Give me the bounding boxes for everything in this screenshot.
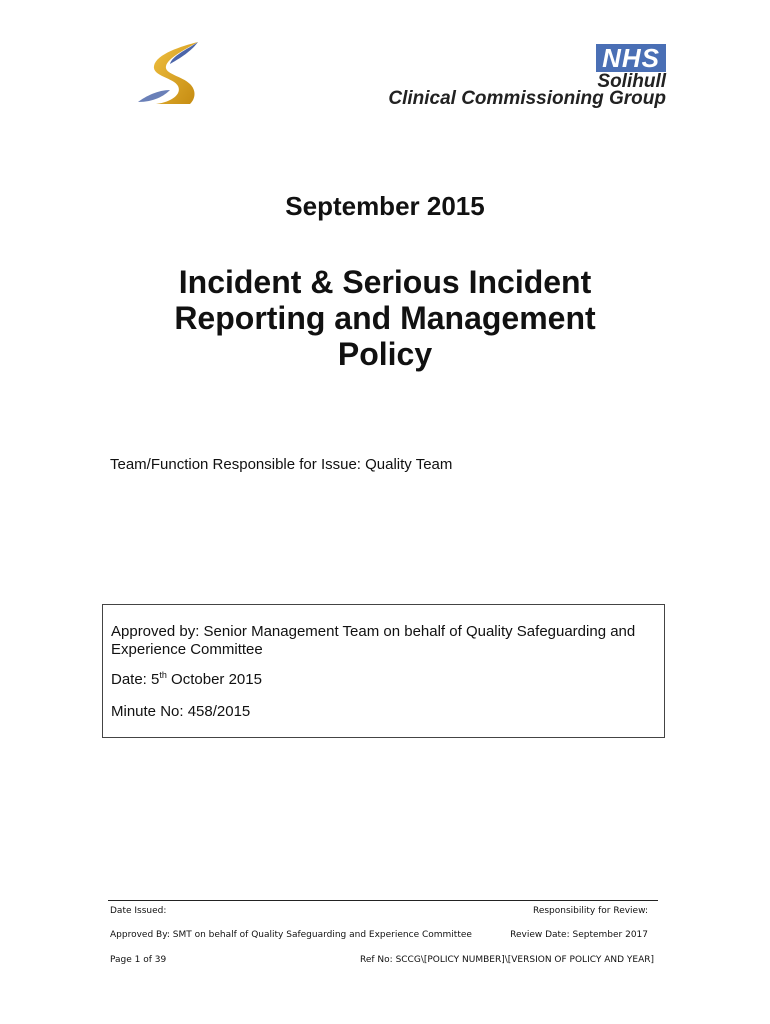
nhs-badge: NHS <box>596 44 666 72</box>
title-line-2: Reporting and Management <box>174 300 596 336</box>
approved-by-line-1: Approved by: Senior Management Team on behalf of Quality Safeguarding and <box>111 623 636 640</box>
footer-date-issued: Date Issued: <box>110 906 167 916</box>
document-date-heading: September 2015 <box>285 191 485 221</box>
minute-number: Minute No: 458/2015 <box>111 703 251 720</box>
approval-date-suffix: October 2015 <box>166 671 262 688</box>
document-title <box>0 264 770 372</box>
footer-page-number: Page 1 of 39 <box>110 955 167 965</box>
title-line-3: Policy <box>337 336 433 372</box>
approved-by-line-2: Experience Committee <box>111 641 263 658</box>
footer-responsibility: Responsibility for Review: <box>532 906 648 916</box>
nhs-logo <box>596 44 666 72</box>
approval-box <box>102 604 665 738</box>
footer-approved-by: Approved By: SMT on behalf of Quality Safeguarding and Experience Committee <box>110 930 472 940</box>
approval-date <box>111 671 656 689</box>
title-line-1: Incident & Serious Incident <box>178 264 592 300</box>
approval-date-superscript: th <box>159 670 167 680</box>
footer-review-date: Review Date: September 2017 <box>510 930 648 940</box>
footer-divider <box>108 900 658 901</box>
approval-date-prefix: Date: 5 <box>111 671 160 688</box>
team-function-line: Team/Function Responsible for Issue: Quality Team <box>110 456 453 473</box>
org-name-line-2: Clinical Commissioning Group <box>388 88 666 109</box>
org-name-line-1: Solihull <box>597 71 666 92</box>
ccg-s-logo-icon <box>134 40 204 106</box>
footer-ref-number: Ref No: SCCG\[POLICY NUMBER]\[VERSION OF POLICY AND YEAR] <box>360 955 654 965</box>
